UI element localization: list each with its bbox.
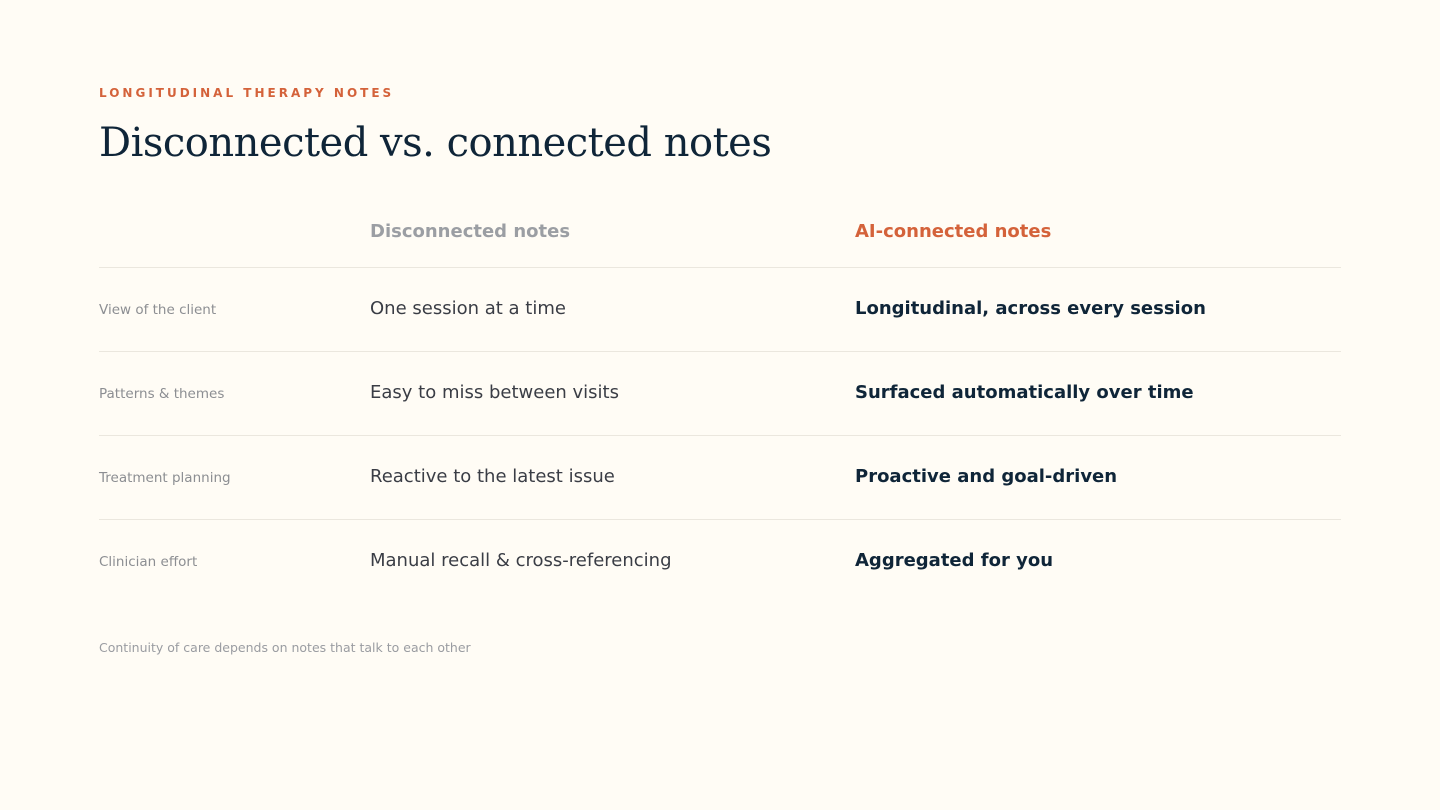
table-row [99,268,1341,352]
page-title: Disconnected vs. connected notes [99,120,772,166]
column-header-connected: AI-connected notes [855,221,1052,242]
connected-cell: Surfaced automatically over time [855,382,1194,403]
row-label: Clinician effort [99,554,198,570]
disconnected-cell: One session at a time [370,298,566,319]
disconnected-cell: Easy to miss between visits [370,382,619,403]
footnote: Continuity of care depends on notes that talk to each other [99,640,471,655]
table-row [99,436,1341,520]
table-header-row [99,196,1341,268]
connected-cell: Proactive and goal-driven [855,466,1118,487]
connected-cell: Aggregated for you [855,550,1054,571]
row-label: Treatment planning [99,470,231,486]
connected-cell: Longitudinal, across every session [855,298,1206,319]
row-label: View of the client [99,302,217,318]
comparison-table [99,196,1341,603]
row-label: Patterns & themes [99,386,225,402]
table-row [99,520,1341,603]
table-row [99,352,1341,436]
disconnected-cell: Reactive to the latest issue [370,466,615,487]
eyebrow-label: LONGITUDINAL THERAPY NOTES [99,86,395,100]
disconnected-cell: Manual recall & cross-referencing [370,550,672,571]
column-header-disconnected: Disconnected notes [370,221,571,242]
